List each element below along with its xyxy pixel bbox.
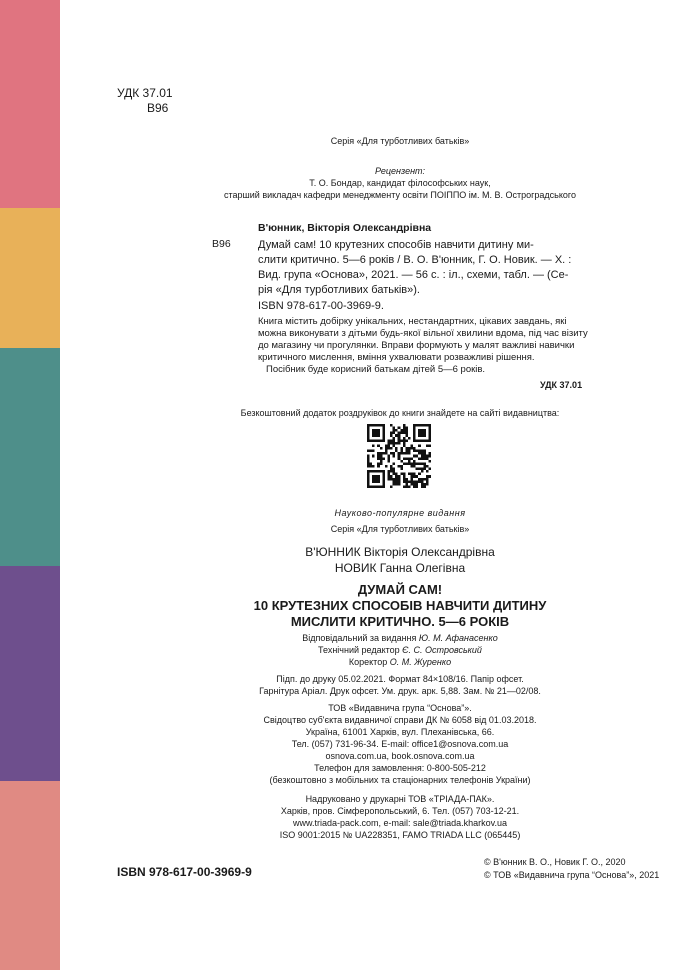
staff-label: Коректор <box>348 657 388 667</box>
qr-code[interactable] <box>367 424 431 488</box>
staff-label: Відповідальний за видання <box>302 633 417 643</box>
card-annotation-line: Книга містить добірку унікальних, нестандартних, цікавих завдань, які <box>258 316 567 327</box>
printer-line-3: www.triada-pack.com, e-mail: sale@triada.kharkov.ua <box>292 818 508 828</box>
supplement-note: Безкоштовний додаток роздруківок до книги знайдете на сайті видавництва: <box>240 408 560 418</box>
stripe-yellow <box>0 208 60 348</box>
publisher-line-6: Телефон для замовлення: 0-800-505-212 <box>314 763 486 773</box>
publisher-line-5: osnova.com.ua, book.osnova.com.ua <box>325 751 475 761</box>
card-title-line2: слити критично. 5—6 років / В. О. В'юнник, Г. О. Новик. — Х. : <box>258 254 572 266</box>
staff-line-1 <box>120 633 680 644</box>
udk-top: УДК 37.01 <box>117 86 173 100</box>
card-annotation-line: Посібник буде корисний батькам дітей 5—6 років. <box>266 364 486 375</box>
reviewer-line1: Т. О. Бондар, кандидат філософських наук, <box>309 178 491 188</box>
card-title-line3: Вид. група «Основа», 2021. — 56 с. : іл., схеми, табл. — (Се- <box>258 269 569 281</box>
staff-name: О. М. Журенко <box>389 657 452 667</box>
staff-label: Технічний редактор <box>318 645 400 655</box>
imprint-author2: НОВИК Ганна Олегівна <box>334 561 466 575</box>
stripe-teal <box>0 348 60 566</box>
print-line-2: Гарнітура Аріал. Друк офсет. Ум. друк. арк. 5,88. Зам. № 21—02/08. <box>259 686 541 696</box>
card-annotation-line: до магазину чи прогулянки. Вправи формують у малят важливі навички <box>258 340 575 351</box>
imprint-author1: В'ЮННИК Вікторія Олександрівна <box>305 545 495 559</box>
stripe-salmon <box>0 781 60 970</box>
reviewer-label: Рецензент: <box>374 166 426 176</box>
card-code: В96 <box>212 238 231 250</box>
printer-line-1: Надруковано у друкарні ТОВ «ТРІАДА-ПАК». <box>305 794 495 804</box>
stripe-pink <box>0 0 60 208</box>
udk-top-code: В96 <box>147 101 169 115</box>
staff-name: Ю. М. Афанасенко <box>418 633 498 643</box>
card-isbn: ISBN 978-617-00-3969-9. <box>258 300 384 312</box>
card-title-line1: Думай сам! 10 крутезних способів навчити дитину ми- <box>258 239 534 251</box>
print-line-1: Підп. до друку 05.02.2021. Формат 84×108/16. Папір офсет. <box>276 674 524 684</box>
card-udk: УДК 37.01 <box>540 380 583 390</box>
book-title-2: 10 КРУТЕЗНИХ СПОСОБІВ НАВЧИТИ ДИТИНУ <box>253 598 547 613</box>
staff-line-3 <box>120 657 680 668</box>
series-line: Серія «Для турботливих батьків» <box>330 136 470 146</box>
card-annotation-line: критичного мислення, вміння ухвалювати розважливі рішення. <box>258 352 535 363</box>
book-title-3: МИСЛИТИ КРИТИЧНО. 5—6 РОКІВ <box>290 614 510 629</box>
reviewer-line2: старший викладач кафедри менеджменту освіти ПОІППО ім. М. В. Остроградського <box>224 190 576 200</box>
footer-isbn: ISBN 978-617-00-3969-9 <box>117 865 252 879</box>
genre-label: Науково-популярне видання <box>334 508 466 518</box>
book-title-1: ДУМАЙ САМ! <box>357 582 443 597</box>
printer-line-2: Харків, пров. Сімферопольський, 6. Тел. (057) 703-12-21. <box>280 806 520 816</box>
stripe-purple <box>0 566 60 781</box>
publisher-line-7: (безкоштовно з мобільних та стаціонарних телефонів України) <box>269 775 531 785</box>
publisher-line-2: Свідоцтво суб'єкта видавничої справи ДК № 6058 від 01.03.2018. <box>263 715 537 725</box>
copyright-authors: © В'юнник В. О., Новик Г. О., 2020 <box>484 857 626 867</box>
staff-name: Є. С. Островський <box>402 645 482 655</box>
publisher-line-4: Тел. (057) 731-96-34. E-mail: office1@osnova.com.ua <box>291 739 509 749</box>
printer-line-4: ISO 9001:2015 № UA228351, FAMO TRIADA LLC (065445) <box>279 830 521 840</box>
staff-line-2 <box>120 645 680 656</box>
card-author: В'юнник, Вікторія Олександрівна <box>258 222 432 234</box>
card-annotation-line: можна виконувати з дітьми будь-якої вільної хвилини вдома, під час візиту <box>258 328 588 339</box>
imprint-series: Серія «Для турботливих батьків» <box>330 524 470 534</box>
copyright-publisher: © ТОВ «Видавнича група “Основа”», 2021 <box>484 870 660 880</box>
publisher-line-3: Україна, 61001 Харків, вул. Плеханівська, 66. <box>305 727 495 737</box>
card-title-line4: рія «Для турботливих батьків»). <box>258 284 420 296</box>
publisher-line-1: ТОВ «Видавнича група “Основа”». <box>328 703 472 713</box>
